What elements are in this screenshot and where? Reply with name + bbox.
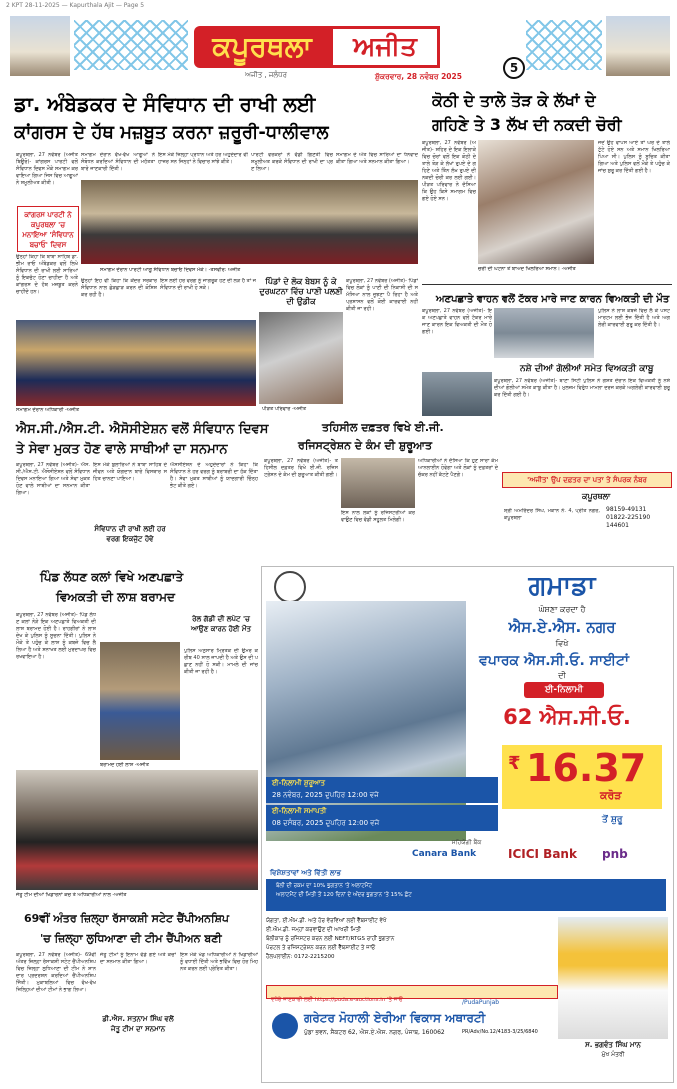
theft-body-col3: ਜਦੋਂ ਉਹ ਵਾਪਸ ਆਏ ਤਾਂ ਘਰ ਦੇ ਤਾਲੇ ਟੁੱਟੇ ਹੋਏ ਸਨ ਅਤੇ ਸਮਾਨ ਖਿਲਰਿਆ ਪਿਆ ਸੀ। ਪੁਲਿਸ ਨੂੰ ਸੂਚਿਤ ਕੀਤਾ ਗਿਆ ਅਤੇ ਪੁਲਿਸ ਵਲੋਂ ਮੌਕੇ ਤੇ ਪਹੁੰਚ ਕੇ ਜਾਂਚ ਸ਼ੁਰੂ ਕਰ ਦਿੱਤੀ ਗਈ ਹੈ। — [598, 140, 670, 174]
sc-quote: ਸੰਵਿਧਾਨ ਦੀ ਰਾਖੀ ਲਈ ਹਰ ਵਰਗ ਇਕਜੁੱਟ ਹੋਵੇ — [94, 525, 166, 543]
office-phone-1: 98159-49131 — [606, 506, 647, 513]
bank-icici: ICICI Bank — [508, 847, 577, 861]
tehsil-body-col2: ਇਸ ਨਾਲ ਲੋਕਾਂ ਨੂੰ ਰਜਿਸਟਰੀਆਂ ਕਰਵਾਉਣ ਵਿਚ ਵੱਡੀ ਸਹੂਲਤ ਮਿਲੇਗੀ। — [341, 510, 415, 523]
decor-lattice-left — [74, 20, 188, 70]
ajit-office-banner-text: 'ਅਜੀਤ' ਉਪ ਦਫ਼ਤਰ ਦਾ ਪਤਾ ਤੇ ਸੰਪਰਕ ਨੰਬਰ — [527, 476, 647, 484]
drugs-photo — [422, 372, 492, 416]
main-body-col3b: ਇਸ ਲਈ ਹਰ ਵਰਗ ਨੂੰ ਜਾਗਰੂਕ ਹੋਣ ਦੀ ਲੋੜ ਹੈ ਤਾਂ ਜੋ ਸੰਵਿਧਾਨ ਦੀ ਰਾਖੀ ਹੋ ਸਕੇ। — [160, 278, 256, 291]
theft-headline-1: ਕੋਠੀ ਦੇ ਤਾਲੇ ਤੋੜ ਕੇ ਲੱਖਾਂ ਦੇ — [432, 91, 596, 110]
drugs-body: ਕਪੂਰਥਲਾ, 27 ਨਵੰਬਰ (ਅਜੀਤ)- ਥਾਣਾ ਸਿਟੀ ਪੁਲਿਸ ਨੇ ਗਸ਼ਤ ਦੌਰਾਨ ਇਕ ਵਿਅਕਤੀ ਨੂੰ ਨਸ਼ੇ ਦੀਆਂ ਗੋਲੀਆਂ ਸਮੇਤ ਕਾਬੂ ਕੀਤਾ ਹੈ। ਮੁਲਜ਼ਮ ਵਿਰੁੱਧ ਮਾਮਲਾ ਦਰਜ ਕਰਕੇ ਅਗਲੇਰੀ ਕਾਰਵਾਈ ਸ਼ੁਰੂ ਕਰ ਦਿੱਤੀ ਗਈ ਹੈ। — [494, 378, 670, 398]
sc-body-col1: ਕਪੂਰਥਲਾ, 27 ਨਵੰਬਰ (ਅਜੀਤ)- ਐਸ.ਸੀ./ਐਸ.ਟੀ. ਐਸੋਸੀਏਸ਼ਨ ਵਲੋਂ ਸੰਵਿਧਾਨ ਦਿਵਸ ਮਨਾਇਆ ਗਿਆ ਅਤੇ ਸੇਵਾ ਮੁਕਤ ਹੋਣ ਵਾਲੇ ਸਾਥੀਆਂ ਦਾ ਸਨਮਾਨ ਕੀਤਾ ਗਿਆ। — [16, 462, 90, 496]
bank-canara: Canara Bank — [412, 849, 477, 859]
snake-quote: ਪਿੰਡਾਂ ਦੇ ਲੋਕ ਬੇਬਸ ਨੂੰ ਕੇ ਦੁਰਘਟਨਾ ਵਿੱਚ ਪਾਣੀ ਪਲਣੀ ਦੀ ਉਡੀਕ — [259, 277, 343, 306]
sports-body-col1: ਕਪੂਰਥਲਾ, 27 ਨਵੰਬਰ (ਅਜੀਤ)- 69ਵੀਂ ਅੰਤਰ ਜ਼ਿਲ੍ਹਾ ਰੱਸਾਕਸ਼ੀ ਸਟੇਟ ਚੈਂਪੀਅਨਸ਼ਿਪ ਵਿਚ ਜ਼ਿਲ੍ਹਾ ਲੁਧਿਆਣਾ ਦੀ ਟੀਮ ਨੇ ਸ਼ਾਨਦਾਰ ਪ੍ਰਦਰਸ਼ਨ ਕਰਦਿਆਂ ਚੈਂਪੀਅਨਸ਼ਿਪ ਜਿੱਤੀ। ਮੁਕਾਬਲਿਆਂ ਵਿਚ ਵੱਖ-ਵੱਖ ਜ਼ਿਲ੍ਹਿਆਂ ਦੀਆਂ ਟੀਮਾਂ ਨੇ ਭਾਗ ਲਿਆ। — [16, 952, 96, 993]
cm-portrait — [558, 917, 668, 1039]
info-1: ਯੋਗਤਾ, ਈ.ਐਮ.ਡੀ. ਅਤੇ ਹੋਰ ਵੇਰਵਿਆਂ ਲਈ ਵੈੱਬਸਾਈਟ ਵੇਖੋ — [266, 918, 387, 924]
body-headline-1: ਪਿੰਡ ਲੱਧਣ ਕਲਾਂ ਵਿਖੇ ਅਣਪਛਾਤੇ — [40, 570, 184, 584]
theft-photo — [478, 140, 594, 264]
main-body-col2: ਸਮਾਗਮ ਦੌਰਾਨ ਵੱਖ-ਵੱਖ ਆਗੂਆਂ ਨੇ ਸੰਬੋਧਨ ਕਰਦਿਆਂ ਸੰਵਿਧਾਨ ਦੀ ਮਹੱਤਤਾ ਬਾਰੇ ਜਾਣਕਾਰੀ ਦਿੱਤੀ। — [81, 152, 155, 172]
tehsil-headline-2: ਰਜਿਸਟ੍ਰੇਸ਼ਨ ਦੇ ਕੰਮ ਦੀ ਸ਼ੁਰੂਆਤ — [298, 439, 433, 452]
ad-at: ਵਿਖੇ — [555, 639, 569, 648]
sports-headline-2: 'ਚ ਜ਼ਿਲ੍ਹਾ ਲੁਧਿਆਣਾ ਦੀ ਟੀਮ ਚੈਂਪੀਅਨ ਬਣੀ — [40, 932, 222, 945]
gmada-logo-icon — [272, 1013, 298, 1039]
main-photo-caption: ਸਮਾਗਮ ਦੌਰਾਨ ਪਾਰਟੀ ਆਗੂ ਸੰਵਿਧਾਨ ਬਚਾਓ ਦਿਵਸ ਮੌਕੇ। -ਤਸਵੀਰ: ਅਜੀਤ — [100, 267, 241, 273]
brand-right: ਅਜੀਤ — [330, 26, 440, 68]
ad-authority: ਗਰੇਟਰ ਮੋਹਾਲੀ ਏਰੀਆ ਵਿਕਾਸ ਅਥਾਰਟੀ — [304, 1011, 486, 1025]
heritage-photo-right — [606, 16, 670, 76]
main-body-col3: ਇਸ ਮੌਕੇ ਜ਼ਿਲ੍ਹਾ ਪ੍ਰਧਾਨ ਅਤੇ ਹੋਰ ਅਹੁਦੇਦਾਰ ਵੀ ਹਾਜ਼ਰ ਸਨ ਜਿਨ੍ਹਾਂ ਨੇ ਵਿਚਾਰ ਸਾਂਝੇ ਕੀਤੇ। — [158, 152, 248, 165]
congress-group-photo — [16, 320, 256, 406]
sports-quote: ਡੀ.ਐਸ. ਸਤਨਾਮ ਸਿੰਘ ਵਲੋਂ ਜੇਤੂ ਟੀਮ ਦਾ ਸਨਮਾਨ — [102, 1015, 174, 1033]
price-suffix: ਤੋਂ ਸ਼ੁਰੂ — [602, 815, 623, 825]
ad-city: ਐਸ.ਏ.ਐਸ. ਨਗਰ — [508, 618, 616, 636]
office-phone-2: 01822-225190 — [606, 514, 651, 521]
body-text-col1: ਕਪੂਰਥਲਾ, 27 ਨਵੰਬਰ (ਅਜੀਤ)- ਪਿੰਡ ਲੱਧਣ ਕਲਾਂ ਨੇੜੇ ਇਕ ਅਣਪਛਾਤੇ ਵਿਅਕਤੀ ਦੀ ਲਾਸ਼ ਬਰਾਮਦ ਹੋਈ ਹੈ। ਰਾਹਗੀਰਾਂ ਨੇ ਲਾਸ਼ ਦੇਖ ਕੇ ਪੁਲਿਸ ਨੂੰ ਸੂਚਨਾ ਦਿੱਤੀ। ਪੁਲਿਸ ਨੇ ਮੌਕੇ ਤੇ ਪਹੁੰਚ ਕੇ ਲਾਸ਼ ਨੂੰ ਕਬਜ਼ੇ ਵਿਚ ਲੈ ਲਿਆ ਹੈ ਅਤੇ ਸ਼ਨਾਖਤ ਲਈ ਮੁਰਦਾਘਰ ਵਿਚ ਰਖਵਾਇਆ ਹੈ। — [16, 612, 96, 660]
sc-headline-1: ਐਸ.ਸੀ./ਐਸ.ਟੀ. ਐਸੋਸੀਏਸ਼ਨ ਵਲੋਂ ਸੰਵਿਧਾਨ ਦਿਵਸ — [16, 422, 269, 437]
main-body-col1: ਕਪੂਰਥਲਾ, 27 ਨਵੰਬਰ (ਅਜੀਤ ਬਿਊਰੋ)- ਕਾਂਗਰਸ ਪਾਰਟੀ ਵਲੋਂ ਸੰਵਿਧਾਨ ਦਿਵਸ ਮੌਕੇ ਸਮਾਗਮ ਕਰਵਾਇਆ ਗਿਆ ਜਿਸ ਵਿਚ ਆਗੂਆਂ ਨੇ ਸ਼ਮੂਲੀਅਤ ਕੀਤੀ। — [16, 152, 78, 186]
ad-price-box — [502, 745, 662, 809]
sports-body-col2: ਜੇਤੂ ਟੀਮਾਂ ਨੂੰ ਇਨਾਮ ਵੰਡੇ ਗਏ ਅਤੇ ਕੋਚਾਂ ਦਾ ਸਨਮਾਨ ਕੀਤਾ ਗਿਆ। — [100, 952, 176, 965]
page-slug: 2 KPT 28-11-2025 — Kapurthala Ajit — Page 5 — [6, 2, 145, 9]
start-value: 28 ਨਵੰਬਰ, 2025 ਦੁਪਹਿਰ 12:00 ਵਜੇ — [272, 791, 379, 799]
website-line[interactable]: ਵਧੇਰੇ ਜਾਣਕਾਰੀ ਲਈ https://puda.e-auctions.in 'ਤੇ ਜਾਓ — [271, 997, 403, 1003]
info-list — [266, 917, 556, 981]
snake-caption: ਪੀੜਤ ਪਰਿਵਾਰ -ਅਜੀਤ — [262, 406, 307, 412]
snake-body: ਕਪੂਰਥਲਾ, 27 ਨਵੰਬਰ (ਅਜੀਤ)- ਪਿੰਡਾਂ ਵਿਚ ਲੋਕਾਂ ਨੂੰ ਪਾਣੀ ਦੀ ਨਿਕਾਸੀ ਦੀ ਸਮੱਸਿਆ ਨਾਲ ਜੂਝਣਾ ਪੈ ਰਿਹਾ ਹੈ ਅਤੇ ਪ੍ਰਸ਼ਾਸਨ ਵਲੋਂ ਕੋਈ ਕਾਰਵਾਈ ਨਹੀਂ ਕੀਤੀ ਜਾ ਰਹੀ। — [346, 278, 418, 312]
theft-headline-2: ਗਹਿਣੇ ਤੇ 3 ਲੱਖ ਦੀ ਨਕਦੀ ਚੋਰੀ — [432, 115, 622, 134]
masthead-date: ਸ਼ੁੱਕਰਵਾਰ, 28 ਨਵੰਬਰ 2025 — [375, 72, 462, 81]
decor-lattice-right — [526, 20, 602, 70]
heritage-photo-left — [10, 16, 70, 76]
main-body-col5: ਸਮਾਗਮ ਦੇ ਅੰਤ ਵਿਚ ਸਾਰਿਆਂ ਦਾ ਧੰਨਵਾਦ ਕੀਤਾ ਗਿਆ ਅਤੇ ਸਨਮਾਨ ਕੀਤਾ ਗਿਆ। — [336, 152, 418, 165]
body-photo — [100, 642, 180, 760]
gmada-advert — [261, 566, 674, 1083]
theft-body-col1: ਕਪੂਰਥਲਾ, 27 ਨਵੰਬਰ (ਅਜੀਤ)- ਸ਼ਹਿਰ ਦੇ ਇਕ ਇਲਾਕੇ ਵਿਚ ਚੋਰਾਂ ਵਲੋਂ ਇਕ ਕੋਠੀ ਦੇ ਤਾਲੇ ਤੋੜ ਕੇ ਲੱਖਾਂ ਰੁਪਏ ਦੇ ਗਹਿਣੇ ਅਤੇ ਤਿੰਨ ਲੱਖ ਰੁਪਏ ਦੀ ਨਕਦੀ ਚੋਰੀ ਕਰ ਲਈ ਗਈ। ਪੀੜਤ ਪਰਿਵਾਰ ਨੇ ਦੱਸਿਆ ਕਿ ਉਹ ਕਿਸੇ ਸਮਾਗਮ ਵਿਚ ਗਏ ਹੋਏ ਸਨ। — [422, 140, 476, 202]
main-quote-box — [17, 206, 79, 252]
start-label: ਈ-ਨਿਲਾਮੀ ਸ਼ੁਰੂਆਤ — [272, 779, 326, 787]
main-headline-1: ਡਾ. ਅੰਬੇਡਕਰ ਦੇ ਸੰਵਿਧਾਨ ਦੀ ਰਾਖੀ ਲਈ — [14, 92, 316, 116]
tehsil-photo — [341, 458, 415, 508]
auction-end-bar — [266, 805, 498, 831]
snake-photo — [259, 312, 343, 404]
office-phones — [606, 506, 650, 530]
banks-label: ਸਹਿਯੋਗੀ ਬੈਂਕ — [451, 839, 482, 846]
body-headline-2: ਵਿਅਕਤੀ ਦੀ ਲਾਸ਼ ਬਰਾਮਦ — [56, 590, 175, 604]
info-4: ਪੋਰਟਲ ਤੇ ਰਜਿਸਟ੍ਰੇਸ਼ਨ ਕਰਨ ਲਈ ਵੈੱਬਸਾਈਟ ਤੇ ਜਾਓ — [266, 945, 376, 951]
sports-headline-1: 69ਵੀਂ ਅੰਤਰ ਜ਼ਿਲ੍ਹਾ ਰੱਸਾਕਸ਼ੀ ਸਟੇਟ ਚੈਂਪੀਅਨਸ਼ਿਪ — [24, 912, 229, 925]
price-unit: ਕਰੋੜ — [600, 789, 622, 802]
bank-pnb: pnb — [602, 847, 628, 861]
help-line: ਹੈਲਪਲਾਈਨ: 0172-2215200 — [266, 954, 335, 960]
main-body-col1b: ਉਨ੍ਹਾਂ ਕਿਹਾ ਕਿ ਬਾਬਾ ਸਾਹਿਬ ਡਾ. ਭੀਮ ਰਾਓ ਅੰਬੇਡਕਰ ਵਲੋਂ ਲਿਖੇ ਸੰਵਿਧਾਨ ਦੀ ਰਾਖੀ ਲਈ ਸਾਰਿਆਂ ਨੂੰ ਇਕਜੁੱਟ ਹੋਣਾ ਚਾਹੀਦਾ ਹੈ ਅਤੇ ਕਾਂਗਰਸ ਦੇ ਹੱਥ ਮਜ਼ਬੂਤ ਕਰਨੇ ਚਾਹੀਦੇ ਹਨ। — [16, 254, 78, 295]
sc-headline-2: ਤੇ ਸੇਵਾ ਮੁਕਤ ਹੋਣ ਵਾਲੇ ਸਾਥੀਆਂ ਦਾ ਸਨਮਾਨ — [16, 442, 228, 457]
page-number: 5 — [503, 57, 525, 79]
masthead-sub: ਅਜੀਤ , ਜਲੰਧਰ — [245, 71, 287, 79]
ad-auction-badge: ਈ-ਨਿਲਾਮੀ — [524, 682, 604, 698]
person-title: ਮੁੱਖ ਮੰਤਰੀ — [601, 1051, 625, 1058]
sc-body-col2: ਇਸ ਮੌਕੇ ਬੁਲਾਰਿਆਂ ਨੇ ਬਾਬਾ ਸਾਹਿਬ ਦੇ ਜੀਵਨ ਅਤੇ ਯੋਗਦਾਨ ਬਾਰੇ ਵਿਸਥਾਰ ਸਹਿਤ ਚਾਨਣਾ ਪਾਇਆ। — [93, 462, 167, 482]
brand-left: ਕਪੂਰਥਲਾ — [194, 26, 330, 68]
ad-title: ਗਮਾਡਾ — [528, 571, 596, 601]
drugs-headline: ਨਸ਼ੇ ਦੀਆਂ ਗੋਲੀਆਂ ਸਮੇਤ ਵਿਅਕਤੀ ਕਾਬੂ — [520, 364, 654, 374]
ad-price: 16.37 — [526, 746, 647, 790]
tehsil-headline-1: ਤਹਿਸੀਲ ਦਫ਼ਤਰ ਵਿਖੇ ਈ.ਜੀ. — [322, 421, 444, 434]
body-text-col3: ਪੁਲਿਸ ਅਨੁਸਾਰ ਮ੍ਰਿਤਕ ਦੀ ਉਮਰ ਕਰੀਬ 40 ਸਾਲ ਜਾਪਦੀ ਹੈ ਅਤੇ ਉਸ ਦੀ ਪਛਾਣ ਨਹੀਂ ਹੋ ਸਕੀ। ਮਾਮਲੇ ਦੀ ਜਾਂਚ ਕੀਤੀ ਜਾ ਰਹੀ ਹੈ। — [184, 648, 258, 675]
end-value: 08 ਦਸੰਬਰ, 2025 ਦੁਪਹਿਰ 12:00 ਵਜੇ — [272, 819, 380, 827]
ad-address: ਪੁੱਡਾ ਭਵਨ, ਸੈਕਟਰ 62, ਐਸ.ਏ.ਐਸ. ਨਗਰ, ਪੰਜਾਬ, 160062 — [304, 1029, 445, 1036]
features-box — [266, 879, 666, 911]
masthead — [10, 12, 670, 86]
feature-2: ਅਲਾਟਮੈਂਟ ਦੀ ਮਿਤੀ ਤੋਂ 120 ਦਿਨਾਂ ਦੇ ਅੰਦਰ ਭੁਗਤਾਨ 'ਤੇ 15% ਛੋਟ — [276, 892, 412, 898]
accident-headline: ਅਣਪਛਾਤੇ ਵਾਹਨ ਵਲੋਂ ਟੱਕਰ ਮਾਰੇ ਜਾਣ ਕਾਰਨ ਵਿਅਕਤੀ ਦੀ ਮੌਤ — [436, 294, 670, 305]
tehsil-body-col3: ਅਧਿਕਾਰੀਆਂ ਨੇ ਦੱਸਿਆ ਕਿ ਹੁਣ ਸਾਰਾ ਕੰਮ ਆਨਲਾਈਨ ਹੋਵੇਗਾ ਅਤੇ ਲੋਕਾਂ ਨੂੰ ਦਫ਼ਤਰਾਂ ਦੇ ਚੱਕਰ ਨਹੀਂ ਕੱਟਣੇ ਪੈਣਗੇ। — [418, 458, 498, 478]
sports-body-col3: ਇਸ ਮੌਕੇ ਖੇਡ ਅਧਿਕਾਰੀਆਂ ਨੇ ਖਿਡਾਰੀਆਂ ਨੂੰ ਵਧਾਈ ਦਿੱਤੀ ਅਤੇ ਭਵਿੱਖ ਵਿਚ ਹੋਰ ਮਿਹਨਤ ਕਰਨ ਲਈ ਪ੍ਰੇਰਿਤ ਕੀਤਾ। — [180, 952, 258, 972]
main-body-col4: ਪਾਰਟੀ ਵਰਕਰਾਂ ਨੇ ਵੱਡੀ ਗਿਣਤੀ ਵਿਚ ਸ਼ਮੂਲੀਅਤ ਕਰਕੇ ਸੰਵਿਧਾਨ ਦੀ ਰਾਖੀ ਦਾ ਪ੍ਰਣ ਲਿਆ। — [251, 152, 333, 172]
accident-photo — [494, 308, 594, 358]
team-photo — [16, 770, 258, 890]
ad-count: 62 ਐਸ.ਸੀ.ਓ. — [503, 705, 631, 729]
ad-number: PR/Adv/No.12/4183-3/25/6840 — [462, 1029, 538, 1035]
main-quote: ਕਾਂਗਰਸ ਪਾਰਟੀ ਨੇ ਕਪੂਰਥਲਾ 'ਚ ਮਨਾਇਆ 'ਸੰਵਿਧਾਨ ਬਚਾਓ' ਦਿਵਸ — [22, 211, 74, 249]
office-address: ਸ਼੍ਰੀ ਅਮਰਿੰਦਰ ਸਿੰਘ, ਮਕਾਨ ਨੰ. 4, ਪ੍ਰੀਤ ਨਗਰ, ਕਪੂਰਥਲਾ — [504, 508, 600, 521]
ad-announce: ਘੋਸ਼ਣਾ ਕਰਦਾ ਹੈ — [538, 605, 586, 614]
main-photo — [81, 180, 418, 264]
govt-emblem-icon — [274, 571, 306, 603]
ad-of: ਦੀ — [558, 671, 566, 680]
info-2: ਈ.ਐਮ.ਡੀ. ਜਮ੍ਹਾਂ ਕਰਵਾਉਣ ਦੀ ਆਖਰੀ ਮਿਤੀ — [266, 927, 361, 933]
end-label: ਈ-ਨਿਲਾਮੀ ਸਮਾਪਤੀ — [272, 807, 327, 815]
price-prefix: ₹ — [508, 753, 521, 774]
info-3: ਬੋਲੀਕਾਰ ਨੂੰ ਰਜਿਸਟਰ ਕਰਨ ਲਈ NEFT/RTGS ਰਾਹੀਂ ਭੁਗਤਾਨ — [266, 936, 395, 942]
ad-offer: ਵਪਾਰਕ ਐਸ.ਸੀ.ਓ. ਸਾਈਟਾਂ — [479, 653, 629, 669]
main-headline-2: ਕਾਂਗਰਸ ਦੇ ਹੱਥ ਮਜ਼ਬੂਤ ਕਰਨਾ ਜ਼ਰੂਰੀ-ਧਾਲੀਵਾਲ — [14, 122, 329, 143]
sc-body-col3: ਐਸੋਸੀਏਸ਼ਨ ਦੇ ਅਹੁਦੇਦਾਰਾਂ ਨੇ ਕਿਹਾ ਕਿ ਸੰਵਿਧਾਨ ਨੇ ਹਰ ਵਰਗ ਨੂੰ ਬਰਾਬਰੀ ਦਾ ਹੱਕ ਦਿੱਤਾ ਹੈ। ਸੇਵਾ ਮੁਕਤ ਸਾਥੀਆਂ ਨੂੰ ਯਾਦਗਾਰੀ ਚਿੰਨ੍ਹ ਭੇਟ ਕੀਤੇ ਗਏ। — [170, 462, 258, 489]
person-name: ਸ. ਭਗਵੰਤ ਸਿੰਘ ਮਾਨ — [585, 1041, 641, 1049]
divider — [422, 284, 672, 285]
accident-body-col3: ਪੁਲਿਸ ਨੇ ਲਾਸ਼ ਕਬਜ਼ੇ ਵਿਚ ਲੈ ਕੇ ਪੋਸਟਮਾਰਟਮ ਲਈ ਭੇਜ ਦਿੱਤੀ ਹੈ ਅਤੇ ਅਗਲੇਰੀ ਕਾਰਵਾਈ ਸ਼ੁਰੂ ਕਰ ਦਿੱਤੀ ਹੈ। — [598, 308, 670, 328]
congress-group-caption: ਸਮਾਗਮ ਦੌਰਾਨ ਅਧਿਕਾਰੀ -ਅਜੀਤ — [16, 407, 80, 413]
feature-1: ਬੋਲੀ ਦੀ ਰਕਮ ਦਾ 10% ਭੁਗਤਾਨ 'ਤੇ ਅਲਾਟਮੈਂਟ — [276, 883, 373, 889]
office-label: ਕਪੂਰਥਲਾ — [582, 492, 611, 501]
body-quote: ਰੇਲ ਗੱਡੀ ਦੀ ਲਪੇਟ 'ਚ ਆਉਣ ਕਾਰਨ ਹੋਈ ਮੌਤ — [191, 615, 251, 633]
accident-body-col1: ਕਪੂਰਥਲਾ, 27 ਨਵੰਬਰ (ਅਜੀਤ)- ਇਕ ਅਣਪਛਾਤੇ ਵਾਹਨ ਵਲੋਂ ਟੱਕਰ ਮਾਰੇ ਜਾਣ ਕਾਰਨ ਇਕ ਵਿਅਕਤੀ ਦੀ ਮੌਤ ਹੋ ਗਈ। — [422, 308, 492, 335]
auction-start-bar — [266, 777, 498, 803]
office-pin: 144601 — [606, 522, 629, 529]
tehsil-body-col1: ਕਪੂਰਥਲਾ, 27 ਨਵੰਬਰ (ਅਜੀਤ)- ਤਹਿਸੀਲ ਦਫ਼ਤਰ ਵਿਖੇ ਈ.ਜੀ. ਰਜਿਸਟ੍ਰੇਸ਼ਨ ਦੇ ਕੰਮ ਦੀ ਸ਼ੁਰੂਆਤ ਕੀਤੀ ਗਈ। — [264, 458, 338, 478]
ajit-office-banner — [502, 472, 672, 488]
features-title: ਵਿਸ਼ੇਸ਼ਤਾਵਾਂ ਅਤੇ ਵਿੱਤੀ ਲਾਭ — [270, 869, 341, 877]
body-caption: ਬਰਾਮਦ ਹੋਈ ਲਾਸ਼ -ਅਜੀਤ — [100, 762, 149, 768]
social-handle[interactable]: /PudaPunjab — [462, 999, 500, 1006]
main-body-col2b: ਉਨ੍ਹਾਂ ਇਹ ਵੀ ਕਿਹਾ ਕਿ ਕੇਂਦਰ ਸਰਕਾਰ ਸੰਵਿਧਾਨ ਨਾਲ ਛੇੜਛਾੜ ਕਰਨ ਦੀ ਕੋਸ਼ਿਸ਼ ਕਰ ਰਹੀ ਹੈ। — [81, 278, 157, 298]
theft-caption: ਚੋਰੀ ਦੀ ਘਟਨਾ ਤੋਂ ਬਾਅਦ ਖਿਲਰਿਆ ਸਮਾਨ। -ਅਜੀਤ — [478, 266, 576, 272]
team-caption: ਜੇਤੂ ਟੀਮ ਦੀਆਂ ਖਿਡਾਰਨਾਂ ਕੋਚ ਤੇ ਅਧਿਕਾਰੀਆਂ ਨਾਲ -ਅਜੀਤ — [16, 892, 127, 898]
